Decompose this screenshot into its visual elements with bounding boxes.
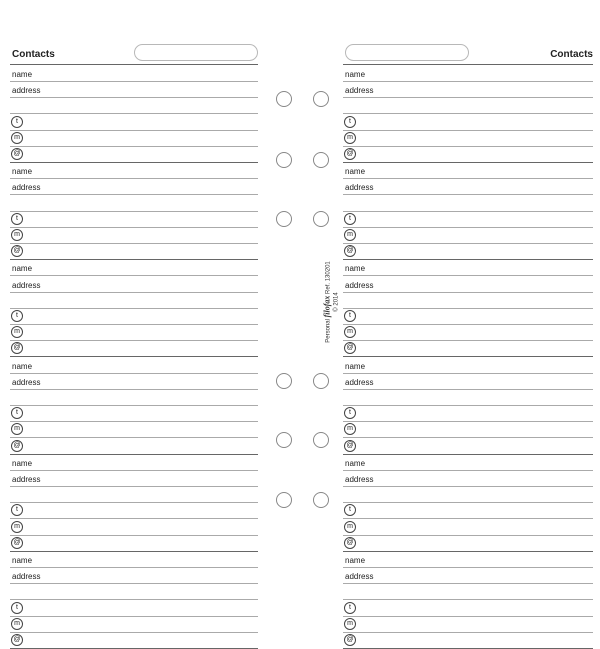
telephone-icon: t (11, 310, 23, 322)
email-icon: @ (11, 342, 23, 354)
telephone-row (10, 502, 258, 519)
name-row (343, 162, 593, 179)
size-label: Personal (325, 319, 332, 343)
right-page (343, 0, 593, 643)
telephone-icon: t (344, 407, 356, 419)
product-imprint (324, 261, 341, 343)
address-row (343, 81, 593, 98)
address-row (343, 567, 593, 584)
telephone-icon: t (11, 407, 23, 419)
mobile-row (10, 616, 258, 633)
telephone-icon: t (344, 213, 356, 225)
name-row (10, 551, 258, 568)
email-row (10, 146, 258, 163)
telephone-row (10, 405, 258, 422)
email-row (10, 632, 258, 649)
address-line-row (343, 389, 593, 406)
page-title: Contacts (550, 49, 593, 60)
telephone-row (343, 405, 593, 422)
telephone-row (343, 308, 593, 325)
mobile-row (10, 324, 258, 341)
tab-label-box (345, 44, 469, 61)
telephone-row (10, 211, 258, 228)
name-row (343, 454, 593, 471)
punch-hole (313, 373, 329, 389)
mobile-icon: m (11, 229, 23, 241)
mobile-row (343, 616, 593, 633)
email-row (343, 535, 593, 552)
address-line-row (10, 195, 258, 212)
email-row (10, 340, 258, 357)
email-row (343, 438, 593, 455)
telephone-icon: t (344, 310, 356, 322)
name-label: name (345, 70, 366, 79)
address-label: address (345, 572, 374, 582)
telephone-icon: t (11, 213, 23, 225)
address-label: address (345, 474, 374, 484)
mobile-icon: m (344, 326, 356, 338)
copyright: © 2014 (333, 292, 340, 312)
punch-hole (276, 492, 292, 508)
mobile-icon: m (11, 521, 23, 533)
telephone-icon: t (11, 504, 23, 516)
left-page (10, 0, 258, 643)
name-label: name (345, 458, 366, 468)
name-row (343, 551, 593, 568)
address-line-row (10, 583, 258, 600)
address-line-row (343, 292, 593, 309)
mobile-icon: m (11, 618, 23, 630)
name-label: name (12, 458, 33, 468)
telephone-icon: t (344, 602, 356, 614)
email-icon: @ (344, 148, 356, 160)
name-row (343, 259, 593, 276)
name-row (10, 162, 258, 179)
punch-hole (313, 91, 329, 107)
name-label: name (12, 361, 33, 371)
telephone-icon: t (11, 602, 23, 614)
punch-hole (276, 152, 292, 168)
address-row (10, 276, 258, 293)
address-label: address (12, 474, 41, 484)
address-line-row (343, 486, 593, 503)
contact-entry (343, 162, 593, 259)
punch-hole (313, 432, 329, 448)
telephone-row (10, 114, 258, 131)
email-icon: @ (11, 634, 23, 646)
mobile-row (343, 130, 593, 147)
name-row (10, 65, 258, 82)
address-row (10, 567, 258, 584)
telephone-icon: t (11, 116, 23, 128)
left-header (10, 42, 258, 62)
mobile-icon: m (344, 521, 356, 533)
address-label: address (345, 183, 374, 193)
address-row (343, 276, 593, 293)
punch-hole (276, 211, 292, 227)
email-row (343, 146, 593, 163)
name-label: name (345, 264, 366, 274)
telephone-row (10, 308, 258, 325)
contact-entry (343, 259, 593, 356)
email-icon: @ (11, 245, 23, 257)
contact-entry (343, 65, 593, 162)
address-line-row (10, 97, 258, 114)
email-row (343, 340, 593, 357)
address-row (343, 470, 593, 487)
email-row (10, 535, 258, 552)
name-label: name (12, 556, 33, 565)
address-row (343, 178, 593, 195)
telephone-icon: t (344, 504, 356, 516)
address-line-row (10, 292, 258, 309)
mobile-icon: m (344, 618, 356, 630)
email-icon: @ (344, 537, 356, 549)
punch-hole (313, 152, 329, 168)
address-label: address (345, 86, 374, 96)
mobile-row (10, 227, 258, 244)
mobile-row (343, 227, 593, 244)
telephone-row (10, 600, 258, 617)
email-icon: @ (11, 440, 23, 452)
name-label: name (345, 556, 366, 565)
mobile-row (10, 421, 258, 438)
address-row (10, 373, 258, 390)
telephone-row (343, 211, 593, 228)
address-label: address (12, 86, 41, 96)
punch-hole (313, 492, 329, 508)
mobile-row (10, 130, 258, 147)
punch-hole (276, 373, 292, 389)
address-label: address (12, 183, 41, 193)
tab-label-box (134, 44, 258, 61)
ref-number: Ref. 130201 (325, 261, 332, 294)
mobile-row (10, 519, 258, 536)
contact-entry (343, 454, 593, 551)
address-label: address (12, 280, 41, 290)
name-label: name (12, 264, 33, 274)
address-row (10, 81, 258, 98)
address-row (10, 178, 258, 195)
page-title: Contacts (12, 49, 55, 60)
brand-logo: filofax (322, 295, 332, 318)
address-line-row (10, 486, 258, 503)
mobile-icon: m (11, 132, 23, 144)
name-row (343, 65, 593, 82)
mobile-icon: m (344, 132, 356, 144)
name-row (343, 357, 593, 374)
telephone-row (343, 502, 593, 519)
email-icon: @ (11, 537, 23, 549)
email-row (343, 632, 593, 649)
contact-entry (10, 65, 258, 162)
mobile-row (343, 519, 593, 536)
punch-hole (313, 211, 329, 227)
email-icon: @ (11, 148, 23, 160)
name-row (10, 259, 258, 276)
contact-entry (343, 357, 593, 454)
address-line-row (10, 389, 258, 406)
name-label: name (345, 167, 366, 177)
telephone-icon: t (344, 116, 356, 128)
telephone-row (343, 114, 593, 131)
mobile-icon: m (344, 229, 356, 241)
contact-entry (10, 162, 258, 259)
email-icon: @ (344, 342, 356, 354)
email-row (10, 243, 258, 260)
name-row (10, 357, 258, 374)
punch-hole (276, 432, 292, 448)
address-label: address (345, 377, 374, 387)
address-label: address (12, 377, 41, 387)
email-icon: @ (344, 634, 356, 646)
address-line-row (343, 97, 593, 114)
mobile-icon: m (11, 326, 23, 338)
contact-entry (10, 259, 258, 356)
right-header (343, 42, 593, 62)
email-icon: @ (344, 245, 356, 257)
address-line-row (343, 195, 593, 212)
email-row (10, 438, 258, 455)
address-line-row (343, 583, 593, 600)
mobile-icon: m (344, 423, 356, 435)
contact-entry (10, 454, 258, 551)
name-label: name (345, 361, 366, 371)
punch-hole (276, 91, 292, 107)
email-icon: @ (344, 440, 356, 452)
email-row (343, 243, 593, 260)
telephone-row (343, 600, 593, 617)
address-row (10, 470, 258, 487)
address-row (343, 373, 593, 390)
name-label: name (12, 70, 33, 79)
mobile-icon: m (11, 423, 23, 435)
address-label: address (345, 280, 374, 290)
mobile-row (343, 324, 593, 341)
name-label: name (12, 167, 33, 177)
contact-entry (10, 357, 258, 454)
address-label: address (12, 572, 41, 582)
name-row (10, 454, 258, 471)
mobile-row (343, 421, 593, 438)
